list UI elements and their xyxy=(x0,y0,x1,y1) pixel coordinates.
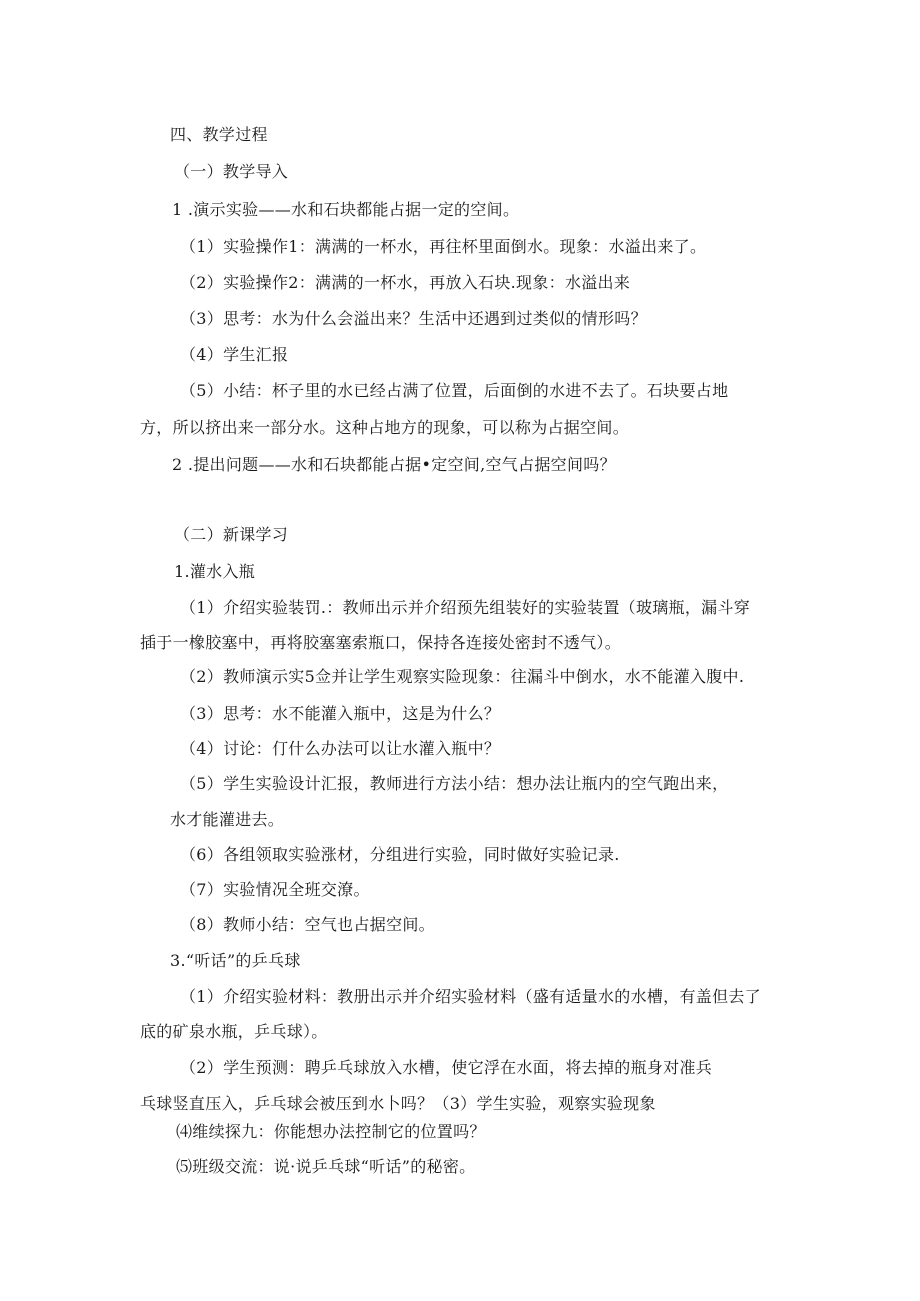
list-item-ping-pong: 3.“听话”的乒乓球 xyxy=(170,951,301,970)
subsection-title-new-lesson: （二）新课学习 xyxy=(174,525,289,544)
list-item-step-5: （5）小结：杯子里的水已经占满了位置，后面倒的水进不去了。石块要占地 xyxy=(180,381,729,400)
list-item-step-5-continued: 方，所以挤出来一部分水。这种占地方的现象，可以称为占据空间。 xyxy=(140,418,630,437)
list-item-step-8: （8）教师小结：空气也占据空间。 xyxy=(180,915,435,934)
list-item-step-1: （1）实验操作1：满满的一杯水，再往杯里面倒水。现象：水溢出来了。 xyxy=(180,237,707,256)
list-item-step-7: （7）实验情况全班交潦。 xyxy=(180,880,370,899)
list-item-step-1: （1）介绍实验装罚.：教师出示并介绍预先组装好的实验装置（玻璃瓶，漏斗穿 xyxy=(180,598,751,617)
list-item-demo-experiment: 1 .演示实验——水和石块都能占据一定的空间。 xyxy=(172,200,520,219)
list-item-fill-bottle: 1.灌水入瓶 xyxy=(174,562,256,581)
list-item-question: 2 .提出问题——水和石块都能占据•定空间,空气占据空间吗？ xyxy=(172,455,616,474)
list-item-step-6: （6）各组领取实验涨材，分组进行实验，同时做好实验记录. xyxy=(180,845,620,864)
list-item-step-3: （3）思考：水不能灌入瓶中，这是为什么？ xyxy=(180,704,501,723)
list-item-step-1-continued: 插于一橡胶塞中，再将胶塞塞索瓶口，保持各连接处密封不透气）。 xyxy=(140,633,622,652)
list-item-sub-2-continued: 乓球竖直压入，乒乓球会被压到水卜吗？（3）学生实验，观察实验现象 xyxy=(140,1094,656,1113)
list-item-sub-1: （1）介绍实验材料：教册出示并介绍实验材料（盛有适量水的水槽，有盖但去了 xyxy=(180,987,761,1006)
list-item-step-2: （2）教师演示实5佥并让学生观察实险现象：往漏斗中倒水，水不能灌入腹中. xyxy=(180,667,745,686)
list-item-step-2: （2）实验操作2：满满的一杯水，再放入石块.现象：水溢出来 xyxy=(180,273,631,292)
list-item-sub-2: （2）学生预测：聘乒乓球放入水槽，使它浮在水面，将去掉的瓶身对准兵 xyxy=(180,1058,713,1077)
list-item-sub-4: ⑷维续探九：你能想办法控制它的位置吗？ xyxy=(176,1122,486,1141)
list-item-sub-1-continued: 底的矿泉水瓶，乒乓球）。 xyxy=(140,1022,328,1041)
list-item-step-5: （5）学生实验设计汇报，教师进行方法小结：想办法让瓶内的空气跑出来， xyxy=(180,774,729,793)
list-item-step-4: （4）学生汇报 xyxy=(180,345,289,364)
subsection-title-intro: （一）教学导入 xyxy=(174,162,289,181)
section-heading: 四、教学过程 xyxy=(170,125,268,144)
list-item-step-5-continued: 水才能灌进去。 xyxy=(170,810,285,829)
list-item-sub-5: ⑸班级交流：说·说乒乓球“听话”的秘密。 xyxy=(176,1157,476,1176)
list-item-step-3: （3）思考：水为什么会溢出来？生活中还遇到过类似的情形吗？ xyxy=(180,309,647,328)
list-item-step-4: （4）讨论：仃什么办法可以让水灌入瓶中？ xyxy=(180,739,501,758)
